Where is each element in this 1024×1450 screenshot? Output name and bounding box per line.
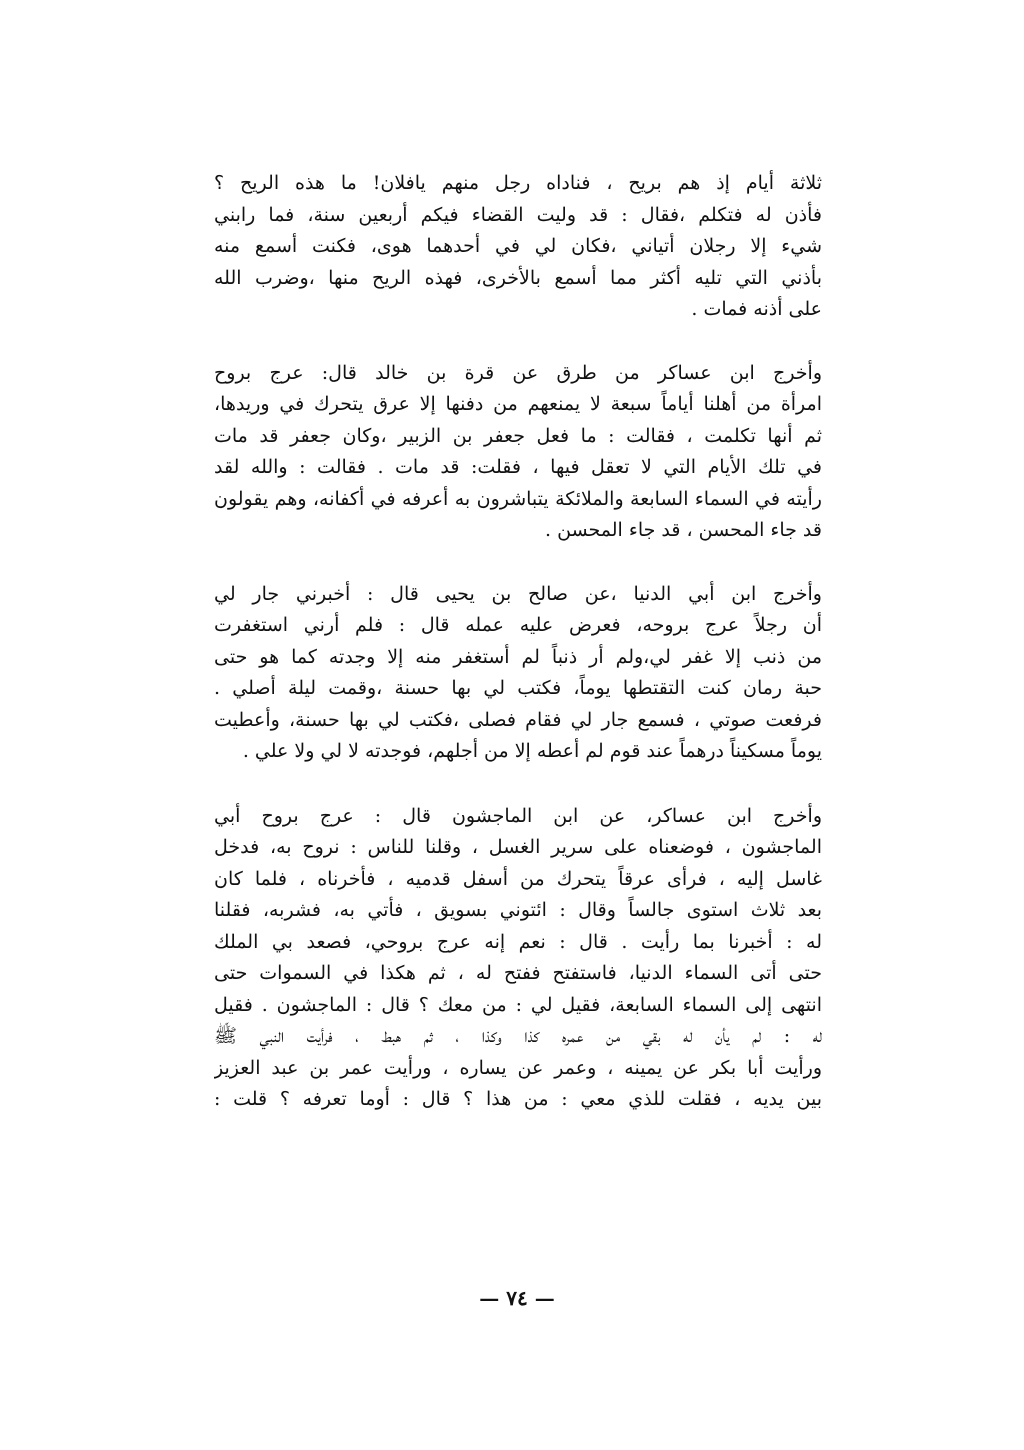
paragraph-2 xyxy=(214,358,822,547)
text-line: شيء إلا رجلان أتياني ،فكان لي في أحدهما هوى، فكنت أسمع منه xyxy=(214,235,822,257)
text-line: على أذنه فمات . xyxy=(691,298,822,320)
text-line: انتهى إلى السماء السابعة، فقيل لي : من معك ؟ قال : الماجشون . فقيل xyxy=(214,993,822,1016)
text-line: ورأيت أبا بكر عن يمينه ، وعمر عن يساره ، ورأيت عمر بن عبد العزيز xyxy=(214,1056,822,1079)
text-line: غاسل إليه ، فرأى عرقاً يتحرك من أسفل قدميه ، فأخرناه ، فلما كان xyxy=(214,867,822,890)
text-line: قد جاء المحسن ، قد جاء المحسن . xyxy=(545,519,822,541)
text-line: وأخرج ابن أبي الدنيا ،عن صالح بن يحيى قال : أخبرني جار لي xyxy=(214,582,822,605)
paragraph-gap xyxy=(214,547,822,579)
text-line: فرفعت صوتي ، فسمع جار لي فقام فصلى ،فكتب لي بها حسنة، وأعطيت xyxy=(214,708,822,731)
text-line: وأخرج ابن عساكر، عن ابن الماجشون قال : عرج بروح أبي xyxy=(214,804,822,827)
text-line: وأخرج ابن عساكر من طرق عن قرة بن خالد قال: عرج بروح xyxy=(214,361,822,384)
text-line: ثلاثة أيام إذ هم بريح ، فناداه رجل منهم يافلان! ما هذه الريح ؟ xyxy=(214,172,822,194)
text-line: بعد ثلاث استوى جالساً وقال : ائتوني بسويق ، فأتي به، فشربه، فقلنا xyxy=(214,899,822,921)
paragraph-gap xyxy=(214,768,822,801)
text-line: بأذني التي تليه أكثر مما أسمع بالأخرى، فهذه الريح منها ،وضرب الله xyxy=(214,266,822,289)
text-line: بين يديه ، فقلت للذي معي : من هذا ؟ قال : أوما تعرفه ؟ قلت : xyxy=(214,1088,822,1110)
text-line: رأيته في السماء السابعة والملائكة يتباشرون به أعرفه في أكفانه، وهم يقولون xyxy=(214,487,822,510)
paragraph-4 xyxy=(214,801,822,1116)
page-number: — ٧٤ — xyxy=(479,1286,555,1310)
text-line: يوماً مسكيناً درهماً عند قوم لم أعطه إلا من أجلهم، فوجدته لا لي ولا علي . xyxy=(242,740,822,762)
text-column xyxy=(214,168,822,1116)
text-line: له : لم يأن له بقي من عمره كذا وكذا ، ثم هبط ، فرأيت النبي ﷺ xyxy=(214,1025,822,1047)
paragraph-3 xyxy=(214,579,822,768)
text-line: حبة رمان كنت التقتطها يوماً، فكتب لي بها حسنة ،وقمت ليلة أصلي . xyxy=(214,677,822,699)
text-line: الماجشون ، فوضعناه على سرير الغسل ، وقلنا للناس : نروح به، فدخل xyxy=(214,836,822,858)
text-line: له : أخبرنا بما رأيت . قال : نعم إنه عرج بروحي، فصعد بي الملك xyxy=(214,930,822,953)
text-line: من ذنب إلا غفر لي،ولم أر ذنباً لم أستغفر منه إلا وجدته كما هو حتى xyxy=(214,645,822,668)
paragraph-1 xyxy=(214,168,822,326)
text-line: امرأة من أهلنا أياماً سبعة لا يمنعهم من دفنها إلا عرق يتحرك في وريدها، xyxy=(214,393,822,415)
text-line: أن رجلاً عرج بروحه، فعرض عليه عمله قال : فلم أرني استغفرت xyxy=(214,614,822,636)
text-line: ثم أنها تكلمت ، فقالت : ما فعل جعفر بن الزبير ،وكان جعفر قد مات xyxy=(214,424,822,447)
text-line: فأذن له فتكلم ،فقال : قد وليت القضاء فيكم أربعين سنة، فما رابني xyxy=(214,203,822,226)
text-line: حتى أتى السماء الدنيا، فاستفتح ففتح له ، ثم هكذا في السموات حتى xyxy=(214,962,822,984)
paragraph-gap xyxy=(214,326,822,358)
text-line: في تلك الأيام التي لا تعقل فيها ، فقلت: قد مات . فقالت : والله لقد xyxy=(214,456,822,478)
